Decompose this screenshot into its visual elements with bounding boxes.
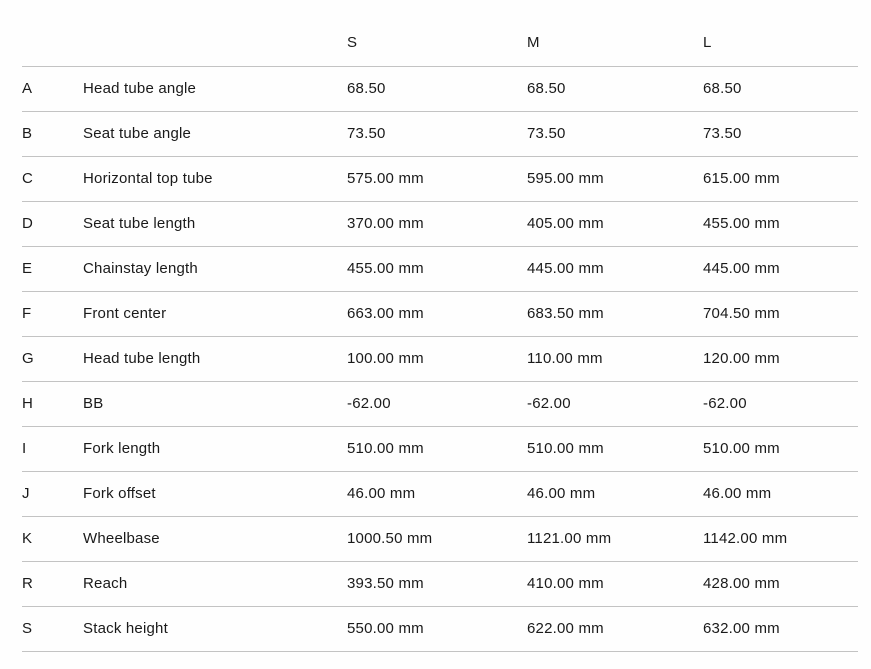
cell-value-m: 622.00 mm: [527, 620, 604, 637]
cell-value-l: 428.00 mm: [703, 575, 780, 592]
table-row: [22, 157, 858, 202]
row-label: Head tube length: [83, 350, 201, 367]
header-label-spacer: [83, 52, 347, 66]
row-key: D: [22, 215, 34, 232]
cell-value-s: 550.00 mm: [347, 620, 424, 637]
row-label: Head tube angle: [83, 80, 197, 97]
row-label: Wheelbase: [83, 530, 160, 547]
row-key: G: [22, 350, 34, 367]
table-row: [22, 517, 858, 562]
table-row: [22, 562, 858, 607]
row-key: F: [22, 305, 32, 322]
table-row: [22, 247, 858, 292]
cell-value-s: 73.50: [347, 125, 386, 142]
cell-value-l: 704.50 mm: [703, 305, 780, 322]
row-label: Fork length: [83, 440, 161, 457]
cell-value-m: 510.00 mm: [527, 440, 604, 457]
row-label: Stack height: [83, 620, 168, 637]
column-header-size-m: M: [527, 34, 540, 51]
cell-value-s: 455.00 mm: [347, 260, 424, 277]
table-row: [22, 427, 858, 472]
row-key: B: [22, 125, 33, 142]
row-key: E: [22, 260, 33, 277]
cell-value-m: 73.50: [527, 125, 566, 142]
cell-value-l: 632.00 mm: [703, 620, 780, 637]
row-key: I: [22, 440, 27, 457]
table-header-row: [22, 0, 858, 67]
cell-value-s: 370.00 mm: [347, 215, 424, 232]
cell-value-m: 410.00 mm: [527, 575, 604, 592]
cell-value-m: 405.00 mm: [527, 215, 604, 232]
table-row: [22, 382, 858, 427]
cell-value-l: 68.50: [703, 80, 742, 97]
cell-value-m: 68.50: [527, 80, 566, 97]
cell-value-l: -62.00: [703, 395, 747, 412]
cell-value-s: 100.00 mm: [347, 350, 424, 367]
cell-value-m: 110.00 mm: [527, 350, 603, 367]
row-label: Reach: [83, 575, 128, 592]
row-label: BB: [83, 395, 104, 412]
row-label: Front center: [83, 305, 167, 322]
cell-value-l: 445.00 mm: [703, 260, 780, 277]
cell-value-s: 68.50: [347, 80, 386, 97]
row-key: S: [22, 620, 33, 637]
row-key: J: [22, 485, 30, 502]
row-label: Chainstay length: [83, 260, 198, 277]
row-key: A: [22, 80, 33, 97]
header-key-spacer: [22, 52, 83, 66]
cell-value-m: 595.00 mm: [527, 170, 604, 187]
table-row: [22, 607, 858, 652]
cell-value-l: 455.00 mm: [703, 215, 780, 232]
cell-value-l: 615.00 mm: [703, 170, 780, 187]
cell-value-l: 46.00 mm: [703, 485, 772, 502]
geometry-table: [22, 0, 858, 652]
cell-value-s: -62.00: [347, 395, 391, 412]
table-row: [22, 112, 858, 157]
table-row: [22, 67, 858, 112]
cell-value-m: 1121.00 mm: [527, 530, 612, 547]
column-header-size-l: L: [703, 34, 712, 51]
cell-value-m: 46.00 mm: [527, 485, 596, 502]
row-key: C: [22, 170, 34, 187]
cell-value-l: 1142.00 mm: [703, 530, 788, 547]
table-row: [22, 202, 858, 247]
cell-value-l: 73.50: [703, 125, 742, 142]
column-header-size-s: S: [347, 34, 358, 51]
table-row: [22, 292, 858, 337]
cell-value-s: 663.00 mm: [347, 305, 424, 322]
cell-value-m: 445.00 mm: [527, 260, 604, 277]
cell-value-s: 575.00 mm: [347, 170, 424, 187]
cell-value-s: 1000.50 mm: [347, 530, 433, 547]
table-row: [22, 337, 858, 382]
cell-value-l: 510.00 mm: [703, 440, 780, 457]
row-label: Seat tube angle: [83, 125, 192, 142]
row-key: R: [22, 575, 34, 592]
row-label: Seat tube length: [83, 215, 196, 232]
row-label: Fork offset: [83, 485, 156, 502]
table-body: [22, 67, 858, 652]
table-row: [22, 472, 858, 517]
row-label: Horizontal top tube: [83, 170, 213, 187]
cell-value-m: -62.00: [527, 395, 571, 412]
cell-value-s: 393.50 mm: [347, 575, 424, 592]
cell-value-m: 683.50 mm: [527, 305, 604, 322]
cell-value-l: 120.00 mm: [703, 350, 780, 367]
row-key: H: [22, 395, 34, 412]
row-key: K: [22, 530, 33, 547]
cell-value-s: 46.00 mm: [347, 485, 416, 502]
cell-value-s: 510.00 mm: [347, 440, 424, 457]
